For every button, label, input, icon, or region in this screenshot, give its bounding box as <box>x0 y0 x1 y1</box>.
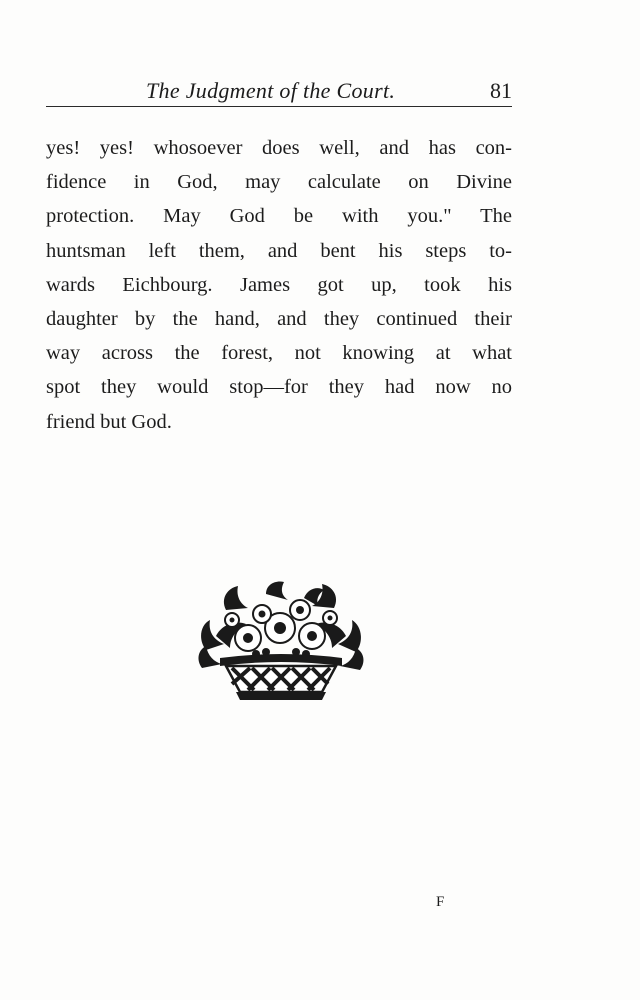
signature-mark: F <box>436 894 445 910</box>
text-line: yes! yes! whosoever does well, and has con- <box>46 137 512 159</box>
text-line: daughter by the hand, and they continued their <box>46 308 512 331</box>
text-line: huntsman left them, and bent his steps to- <box>46 239 512 262</box>
header-rule <box>46 106 512 107</box>
flower-basket-icon <box>196 580 366 704</box>
text-line: spot they would stop—for they had now no <box>46 376 512 399</box>
text-line: wards Eichbourg. James got up, took his <box>46 273 512 296</box>
running-head <box>46 74 512 108</box>
text-line: way across the forest, not knowing at what <box>46 342 512 365</box>
text-line: friend but God. <box>46 410 172 433</box>
running-title: The Judgment of the Court. <box>146 78 396 103</box>
body-paragraph <box>46 131 512 439</box>
text-line: protection. May God be with you." The <box>46 205 512 228</box>
page-number: 81 <box>490 78 512 103</box>
text-line: fidence in God, may calculate on Divine <box>46 171 512 194</box>
